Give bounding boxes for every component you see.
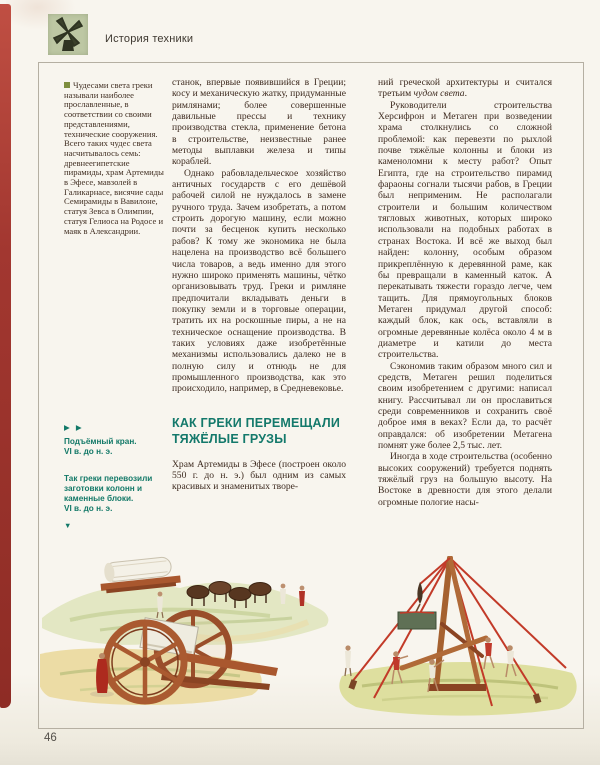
page-number: 46 <box>44 732 57 744</box>
paragraph: Однако рабовладельческое хозяйство античных государств с его дешёвой рабочей силой не нуждалось в замене ручного труда. Зачем изобретать, а потом строить дорогую машину, если можно почти за бесценок купить несколько рабов? К тому же экономика не была нацелена на производство всё большего числа товаров, а ведь именно для этого нужно широко применять машины, чётко организовывать труд. Греки и римляне предпочитали вкладывать деньги в покупку земли и в торговые операции, тратить их на роскошные пиры, а не на техническое оснащение производства. В таких условиях даже изобретённые механизмы использовались далеко не в полную силу и отнюдь не для промышленного производства, как это происходило, например, в Средневековье. <box>172 167 346 395</box>
illustration-transport-scene <box>40 556 332 727</box>
page-edge-red-strip <box>0 4 11 708</box>
caption-crane-title: Подъёмный кран. <box>64 437 137 446</box>
article-heading: КАК ГРЕКИ ПЕРЕМЕЩАЛИ ТЯЖЁЛЫЕ ГРУЗЫ <box>172 415 341 447</box>
driver-figure-red <box>299 586 305 606</box>
driver-figure-white-2 <box>280 584 286 604</box>
paragraph: Руководители строительства Херсифрон и Метаген при возведении храма столкнулись со сложной проблемой: как перевезти по рыхлой почве тяжёлые колонны и блоки из каменоломни к месту работ? Опыт Египта, где на строительство пирамид фараоны согнали тысячи рабов, в Греции был неприменим. Не располагали строители и большим количеством тягловых животных, которых широко использовали на подобных работах в странах Востока. И всё же выход был найден: колонну, особым образом прикреплённую к деревянной раме, как бы превращали в каменный каток. А перекатывать тяжести гораздо легче, чем тащить. Для прямоугольных блоков Метаген придумал другой способ: каждый блок, как ось, вставляли в огромные деревянные колёса около 4 м в диаметре и катили до места строительства. <box>378 99 552 361</box>
paragraph: Храм Артемиды в Эфесе (построен около 550 г. до н. э.) был одним из самых красивых и знаменитых творе- <box>172 458 346 493</box>
note-bullet-icon <box>64 82 70 88</box>
arrow-right-icon: ▶ ▶ <box>64 423 84 432</box>
worker-observer <box>345 645 351 676</box>
margin-note <box>64 81 168 236</box>
arrow-down-icon: ▼ <box>64 521 72 530</box>
italic-term: чудом света <box>413 88 465 100</box>
paragraph-text: ний греческой архитектуры и считался третьим <box>378 77 552 100</box>
article-column-1 <box>172 77 346 493</box>
windmill-icon <box>48 14 88 55</box>
figure-captions <box>64 423 164 530</box>
caption-transport-title: Так греки перевозили заготовки колонн и каменные блоки. <box>64 474 153 503</box>
caption-crane-date: VI в. до н. э. <box>64 447 113 456</box>
section-title: История техники <box>105 33 194 45</box>
paragraph: станок, впервые появившийся в Греции; косу и механическую жатку, придуманные римлянами; более совершенные давильные прессы и технику производства стекла, применение бетона в строительстве, неизвестные ранее методы выплавки железа и типы кораблей. <box>172 77 346 168</box>
paragraph <box>378 77 552 100</box>
margin-note-text: Чудесами света греки называли наиболее прославленные, в соответствии со своими представлениями, технические сооружения. Всего таких чудес света насчитывалось семь: древнеегипетские пирамиды, храм Артемиды в Эфесе, мавзолей в Галикарнасе, висячие сады Семирамиды в Вавилоне, статуя Зевса в Олимпии, статуя Гелиоса на Родосе и маяк в Александрии. <box>64 80 164 236</box>
paragraph-text: . <box>464 88 467 100</box>
paragraph: Иногда в ходе строительства (особенно высоких сооружений) требуется поднять тяжёлый груз на большую высоту. На Востоке в древности для этого делали огромные пологие насы- <box>378 451 552 508</box>
paragraph: Сэкономив таким образом много сил и средств, Метаген решил поделиться своим изобретением с другими: написал книгу. Рассчитывал ли он прославиться среди современников и сохранить своё доброе имя в веках? Если да, то расчёт оправдался: об изобретении Метагена помнят уже более 2,5 тыс. лет. <box>378 360 552 451</box>
caption-transport-date: VI в. до н. э. <box>64 504 113 513</box>
illustration-crane-scene <box>332 556 583 727</box>
article-column-2 <box>378 77 552 508</box>
